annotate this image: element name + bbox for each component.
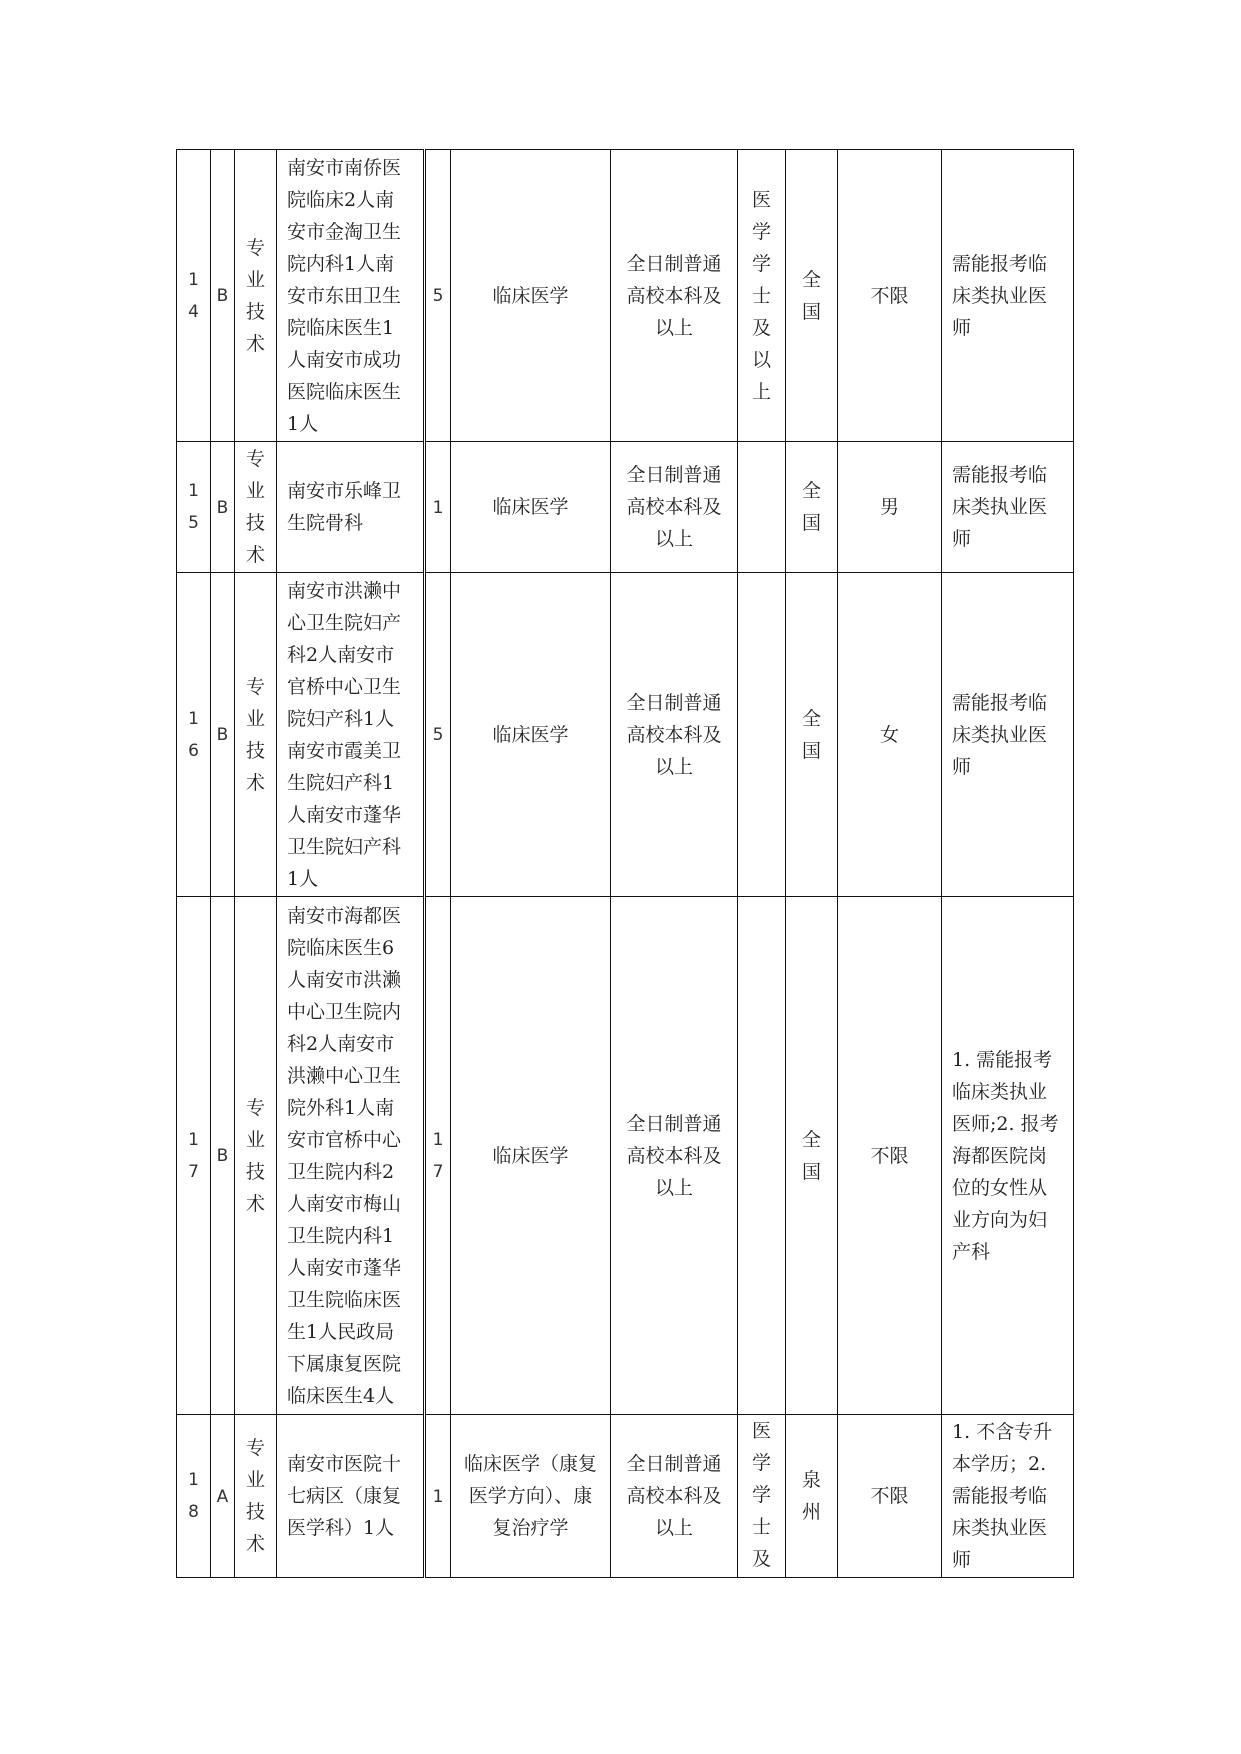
table-row: [177, 150, 1074, 442]
cell-gender: 不限: [838, 1415, 942, 1578]
cell-major: 临床医学: [451, 897, 611, 1415]
cell-gender: 女: [838, 573, 942, 897]
cell-type: 专业技术: [235, 442, 277, 573]
cell-notes: 需能报考临床类执业医师: [942, 442, 1074, 573]
cell-major: 临床医学: [451, 442, 611, 573]
cell-positions: 南安市乐峰卫生院骨科: [277, 442, 425, 573]
cell-major: 临床医学: [451, 150, 611, 442]
cell-education: 全日制普通高校本科及以上: [611, 442, 738, 573]
cell-count: 5: [425, 150, 451, 442]
cell-type: 专业技术: [235, 150, 277, 442]
cell-count: 1: [425, 442, 451, 573]
cell-major: 临床医学: [451, 573, 611, 897]
cell-gender: 男: [838, 442, 942, 573]
cell-seq: 16: [177, 573, 211, 897]
recruitment-table: [176, 149, 1074, 1578]
cell-degree: [738, 897, 786, 1415]
table-row: [177, 1415, 1074, 1578]
cell-class: B: [211, 150, 235, 442]
cell-type: 专业技术: [235, 897, 277, 1415]
cell-education: 全日制普通高校本科及以上: [611, 573, 738, 897]
cell-seq: 18: [177, 1415, 211, 1578]
table-row: [177, 442, 1074, 573]
cell-count: 17: [425, 897, 451, 1415]
cell-education: 全日制普通高校本科及以上: [611, 150, 738, 442]
cell-notes: 1. 需能报考临床类执业医师;2. 报考海都医院岗位的女性从业方向为妇产科: [942, 897, 1074, 1415]
cell-positions: 南安市洪濑中心卫生院妇产科2人南安市官桥中心卫生院妇产科1人南安市霞美卫生院妇产科1人南安市蓬华卫生院妇产科1人: [277, 573, 425, 897]
cell-class: B: [211, 897, 235, 1415]
cell-degree: 医学学士及以上: [738, 150, 786, 442]
cell-type: 专业技术: [235, 573, 277, 897]
cell-seq: 15: [177, 442, 211, 573]
cell-notes: 需能报考临床类执业医师: [942, 573, 1074, 897]
cell-gender: 不限: [838, 150, 942, 442]
cell-major: 临床医学（康复医学方向）、康复治疗学: [451, 1415, 611, 1578]
cell-class: B: [211, 573, 235, 897]
cell-notes: 需能报考临床类执业医师: [942, 150, 1074, 442]
table-row: [177, 897, 1074, 1415]
cell-count: 1: [425, 1415, 451, 1578]
cell-gender: 不限: [838, 897, 942, 1415]
cell-education: 全日制普通高校本科及以上: [611, 1415, 738, 1578]
cell-scope: 全国: [786, 442, 838, 573]
cell-count: 5: [425, 573, 451, 897]
cell-degree: [738, 573, 786, 897]
cell-education: 全日制普通高校本科及以上: [611, 897, 738, 1415]
cell-positions: 南安市海都医院临床医生6人南安市洪濑中心卫生院内科2人南安市洪濑中心卫生院外科1人南安市官桥中心卫生院内科2人南安市梅山卫生院内科1人南安市蓬华卫生院临床医生1人民政局下属康复医院临床医生4人: [277, 897, 425, 1415]
cell-degree: 医学学士及: [738, 1415, 786, 1578]
cell-scope: 泉州: [786, 1415, 838, 1578]
cell-scope: 全国: [786, 150, 838, 442]
cell-scope: 全国: [786, 573, 838, 897]
cell-type: 专业技术: [235, 1415, 277, 1578]
table-row: [177, 573, 1074, 897]
cell-class: B: [211, 442, 235, 573]
cell-seq: 17: [177, 897, 211, 1415]
table-body: [177, 150, 1074, 1578]
cell-positions: 南安市医院十七病区（康复医学科）1人: [277, 1415, 425, 1578]
cell-seq: 14: [177, 150, 211, 442]
cell-scope: 全国: [786, 897, 838, 1415]
cell-positions: 南安市南侨医院临床2人南安市金淘卫生院内科1人南安市东田卫生院临床医生1人南安市成功医院临床医生1人: [277, 150, 425, 442]
cell-degree: [738, 442, 786, 573]
cell-class: A: [211, 1415, 235, 1578]
cell-notes: 1. 不含专升本学历；2. 需能报考临床类执业医师: [942, 1415, 1074, 1578]
